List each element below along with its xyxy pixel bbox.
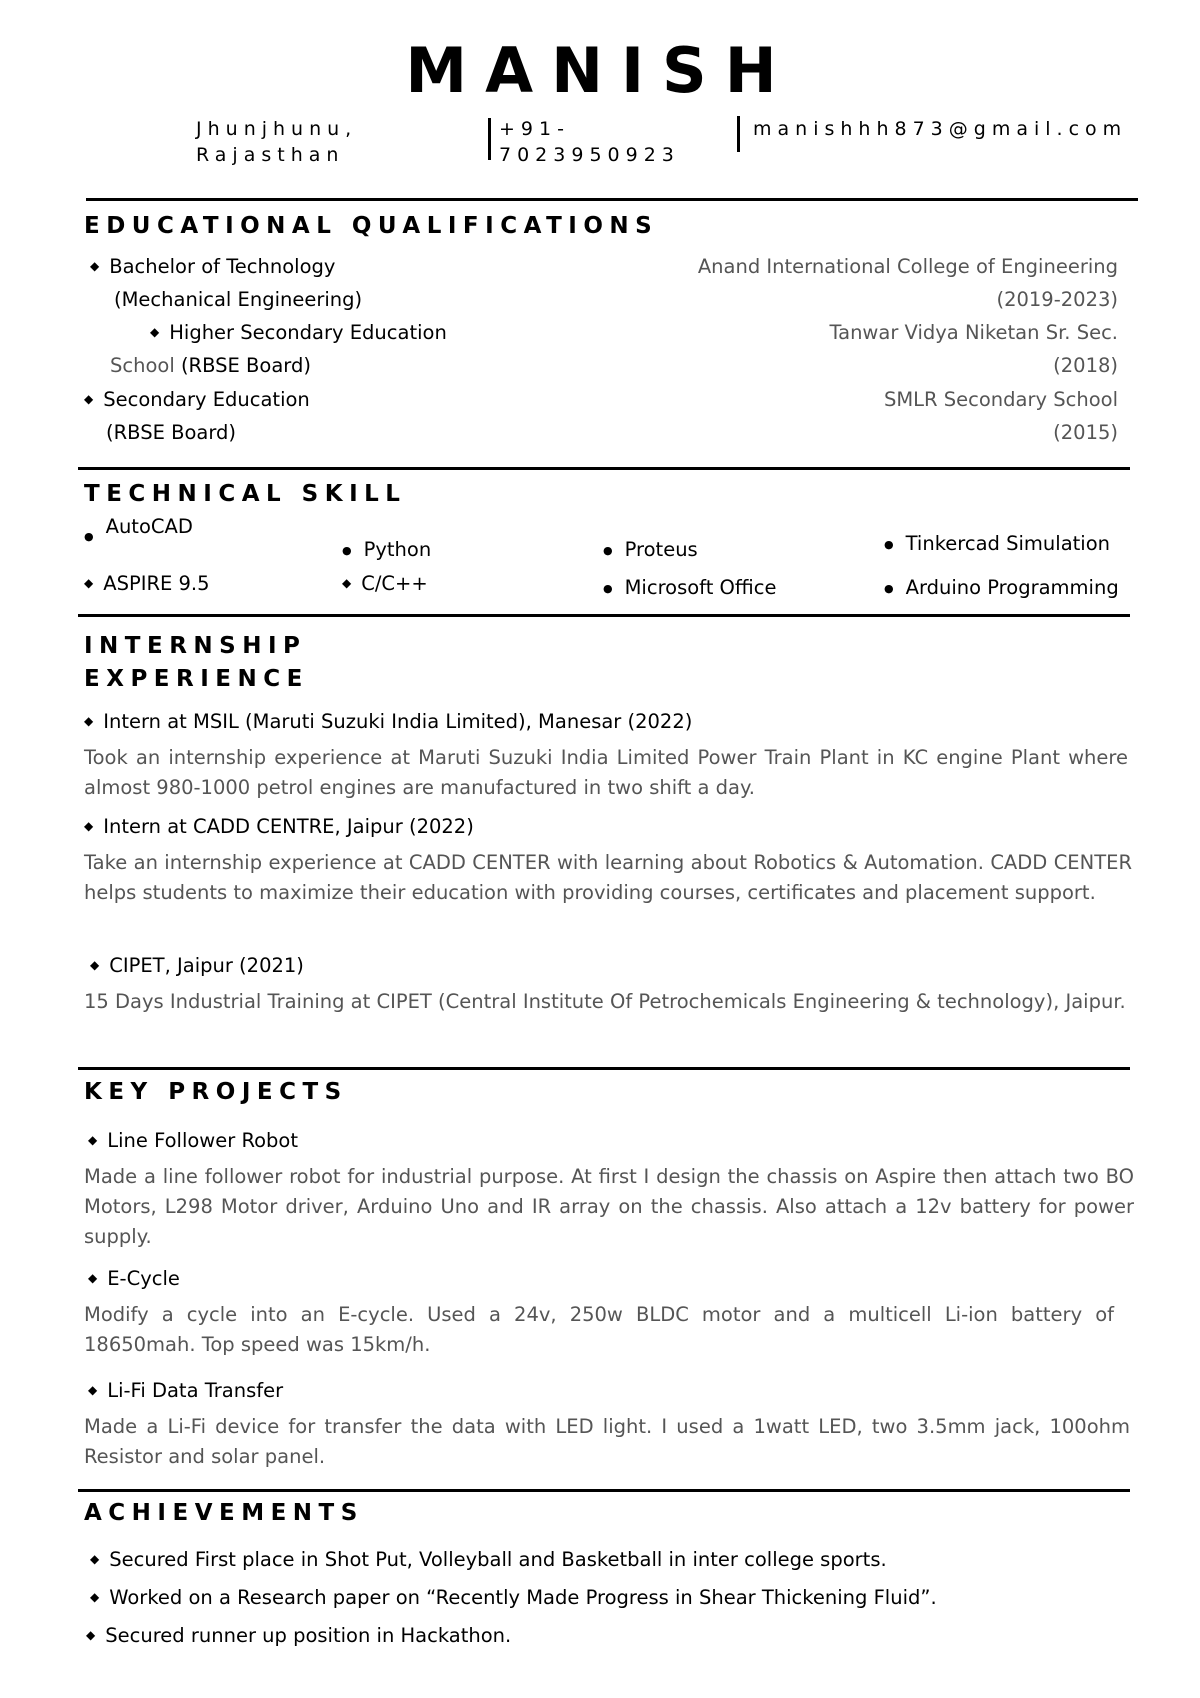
skill-item: ● Microsoft Office — [603, 576, 776, 599]
edu-degree-detail: (RBSE Board) — [106, 421, 237, 444]
skill-item: ● Proteus — [603, 538, 698, 561]
achievement-item: ◆ Secured First place in Shot Put, Volleyball and Basketball in inter college sports. — [90, 1548, 887, 1571]
edu-year: (2019-2023) — [996, 288, 1118, 311]
internship-title: ◆ CIPET, Jaipur (2021) — [90, 954, 304, 977]
section-rule — [78, 614, 1130, 617]
edu-degree: ◆ Bachelor of Technology — [90, 255, 335, 278]
edu-year: (2018) — [1053, 354, 1118, 377]
edu-year: (2015) — [1053, 421, 1118, 444]
project-title: ◆ E-Cycle — [88, 1267, 180, 1290]
contact-phone: +91-7023950923 — [499, 118, 680, 166]
achievements-heading: ACHIEVEMENTS — [84, 1500, 364, 1526]
internship-title: ◆ Intern at CADD CENTRE, Jaipur (2022) — [84, 815, 474, 838]
project-desc: Made a Li-Fi device for transfer the data with LED light. I used a 1watt LED, two 3.5mm jack, 100ohm Resistor and solar panel. — [84, 1415, 1130, 1468]
contact-location: Jhunjhunu, Rajasthan — [196, 118, 358, 166]
internship-desc: Take an internship experience at CADD CENTER with learning about Robotics & Automation. CADD CENTER helps students to maximize their education with providing courses, certificates and placement support. — [84, 851, 1132, 904]
edu-institution: SMLR Secondary School — [883, 388, 1118, 411]
edu-degree-detail: School (RBSE Board) — [110, 354, 311, 377]
section-rule — [78, 1489, 1130, 1492]
internship-title: ◆ Intern at MSIL (Maruti Suzuki India Limited), Manesar (2022) — [84, 710, 692, 733]
project-title: ◆ Li-Fi Data Transfer — [88, 1379, 283, 1402]
skill-item: ● AutoCAD — [84, 524, 193, 547]
project-desc: Made a line follower robot for industrial purpose. At first I design the chassis on Aspire then attach two BO Motors, L298 Motor driver, Arduino Uno and IR array on the chassis. Also attach a 12v battery for power supply. — [84, 1165, 1134, 1248]
edu-degree: ◆ Secondary Education — [84, 388, 310, 411]
edu-degree-branch: (Mechanical Engineering) — [114, 288, 363, 311]
achievement-item: ◆ Worked on a Research paper on “Recently Made Progress in Shear Thickening Fluid”. — [90, 1586, 937, 1609]
section-rule — [86, 198, 1138, 201]
edu-degree: ◆ Higher Secondary Education — [150, 321, 447, 344]
internship-desc: 15 Days Industrial Training at CIPET (Central Institute Of Petrochemicals Engineering & technology), Jaipur. — [84, 990, 1126, 1013]
edu-institution: Anand International College of Engineering — [697, 255, 1118, 278]
skill-item: ● Tinkercad Simulation — [884, 532, 1110, 555]
project-title: ◆ Line Follower Robot — [88, 1129, 298, 1152]
internship-heading: INTERNSHIP EXPERIENCE — [84, 633, 309, 692]
skills-heading: TECHNICAL SKILL — [84, 481, 407, 507]
section-rule — [78, 467, 1130, 470]
internship-desc: Took an internship experience at Maruti Suzuki India Limited Power Train Plant in KC engine Plant where almost 980-1000 petrol engines are manufactured in two shift a day. — [84, 746, 1128, 799]
achievement-item: ◆ Secured runner up position in Hackathon. — [86, 1624, 511, 1647]
skill-item: ● Python — [342, 538, 431, 561]
skill-item: ◆ ASPIRE 9.5 — [84, 572, 210, 595]
contact-divider — [488, 118, 491, 160]
edu-institution: Tanwar Vidya Niketan Sr. Sec. — [829, 321, 1118, 344]
projects-heading: KEY PROJECTS — [84, 1079, 348, 1105]
contact-divider — [737, 116, 740, 152]
candidate-name: MANISH — [405, 34, 795, 107]
skill-item: ● Arduino Programming — [884, 576, 1119, 599]
skill-item: ◆ C/C++ — [342, 572, 428, 595]
contact-email: manishhh873@gmail.com — [753, 118, 1128, 140]
education-heading: EDUCATIONAL QUALIFICATIONS — [84, 213, 659, 239]
section-rule — [78, 1067, 1130, 1070]
project-desc: Modify a cycle into an E-cycle. Used a 24v, 250w BLDC motor and a multicell Li-ion battery of 18650mah. Top speed was 15km/h. — [84, 1303, 1114, 1356]
